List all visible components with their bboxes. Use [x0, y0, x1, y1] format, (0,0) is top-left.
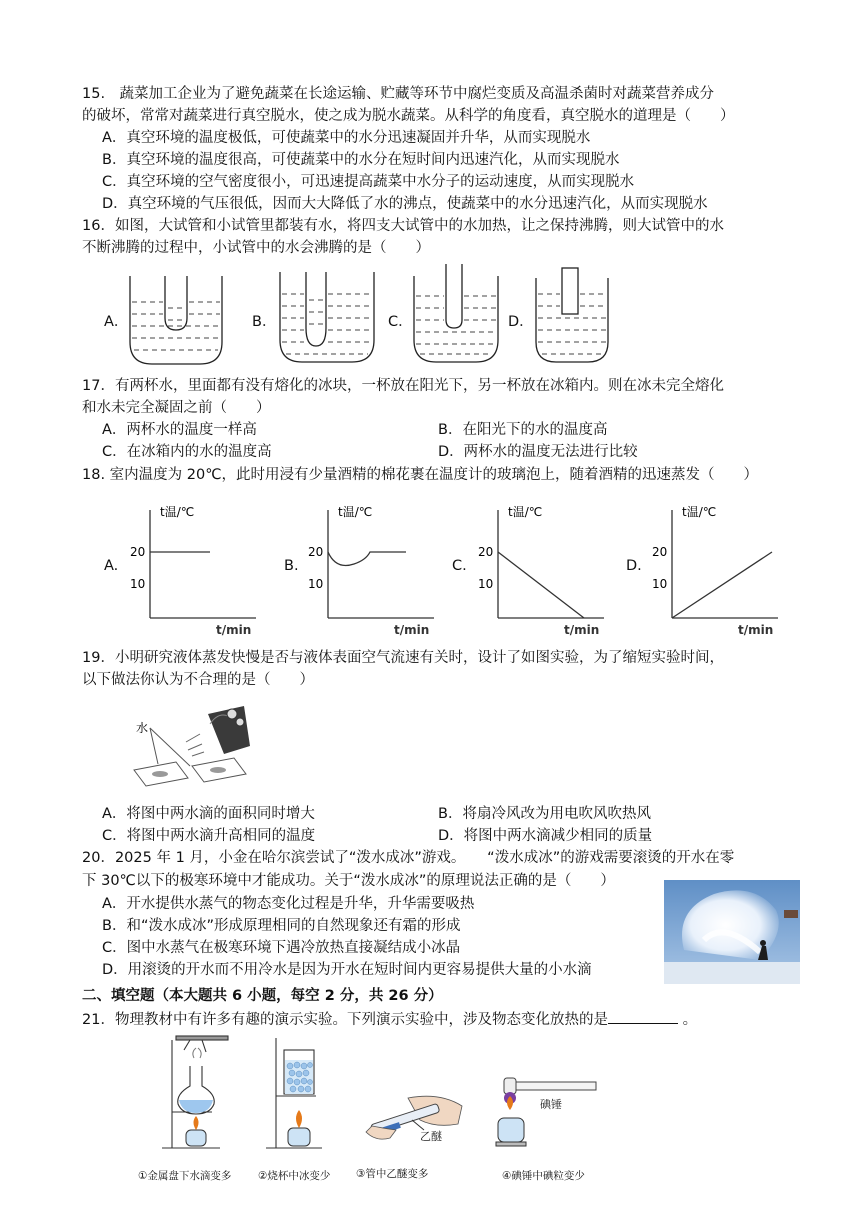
tick-label-20: 20 — [652, 545, 668, 559]
temperature-curve — [328, 552, 406, 566]
tick-label-20: 20 — [308, 545, 324, 559]
section-2-heading: 二、填空题（本大题共 6 小题，每空 2 分，共 26 分） — [82, 988, 443, 1004]
q21-caption-4: ④碘锤中碘粒变少 — [502, 1170, 585, 1182]
q18-label-c: C. — [452, 558, 467, 574]
q21-iodine-label: 碘锤 — [540, 1098, 562, 1111]
q20-photo-water-to-ice — [664, 880, 800, 984]
q19-stem-line2: 以下做法你认为不合理的是（ ） — [82, 672, 314, 688]
q16-stem-line2: 不断沸腾的过程中，小试管中的水会沸腾的是（ ） — [82, 240, 430, 256]
q21-figure-ice-beaker — [262, 1030, 332, 1162]
q18-label-d: D. — [626, 558, 642, 574]
q16-label-d: D． — [508, 314, 534, 330]
q21-ether-label: 乙醚 — [420, 1130, 442, 1143]
q21-caption-2: ②烧杯中冰变少 — [258, 1170, 331, 1182]
q16-label-b: B． — [252, 314, 277, 330]
q19-option-c: C．将图中两水滴升高相同的温度 — [102, 828, 316, 844]
q18-label-b: B. — [284, 558, 299, 574]
q15-option-b: B．真空环境的温度很高，可使蔬菜中的水分在短时间内迅速汽化，从而实现脱水 — [102, 152, 620, 168]
q17-option-b: B．在阳光下的水的温度高 — [438, 422, 608, 438]
tick-label-10: 10 — [308, 577, 324, 591]
x-axis-label: t/min — [564, 623, 600, 637]
temperature-curve — [498, 552, 584, 618]
x-axis-label: t/min — [394, 623, 430, 637]
q19-option-a: A．将图中两水滴的面积同时增大 — [102, 806, 315, 822]
q17-option-c: C．在冰箱内的水的温度高 — [102, 444, 272, 460]
q19-water-label: 水 — [136, 721, 149, 735]
q18-graph-d — [640, 498, 790, 638]
q18-graph-a — [118, 498, 268, 638]
q21-stem-text: 21．物理教材中有许多有趣的演示实验。下列演示实验中，涉及物态变化放热的是 — [82, 1012, 608, 1028]
q20-option-d: D．用滚烫的开水而不用冷水是因为开水在短时间内更容易提供大量的小水滴 — [102, 962, 592, 978]
tick-label-20: 20 — [130, 545, 146, 559]
tick-label-10: 10 — [652, 577, 668, 591]
q19-option-d: D．将图中两水滴减少相同的质量 — [438, 828, 653, 844]
y-axis-label: t温/℃ — [338, 505, 373, 519]
q21-figure-ether-syringe — [360, 1090, 466, 1162]
x-axis-label: t/min — [216, 623, 252, 637]
y-axis-label: t温/℃ — [160, 505, 195, 519]
q21-caption-1: ①金属盘下水滴变多 — [138, 1170, 232, 1182]
q16-figure-b — [276, 266, 378, 368]
q18-graph-c — [466, 498, 616, 638]
q18-label-a: A. — [104, 558, 119, 574]
q16-figure-a — [126, 268, 226, 368]
q17-stem-line2: 和水未完全凝固之前（ ） — [82, 400, 271, 416]
y-axis-label: t温/℃ — [682, 505, 717, 519]
q20-option-a: A．开水提供水蒸气的物态变化过程是升华，升华需要吸热 — [102, 896, 475, 912]
q16-stem-line1: 16．如图，大试管和小试管里都装有水，将四支大试管中的水加热，让之保持沸腾，则大试管中的水 — [82, 218, 724, 234]
q19-option-b: B．将扇冷风改为用电吹风吹热风 — [438, 806, 651, 822]
q21-figure-iodine-hammer — [490, 1074, 600, 1164]
q21-answer-blank[interactable] — [608, 1009, 678, 1024]
q19-experiment-figure — [100, 694, 260, 798]
tick-label-20: 20 — [478, 545, 494, 559]
tick-label-10: 10 — [130, 577, 146, 591]
temperature-curve — [672, 552, 772, 618]
q17-option-d: D．两杯水的温度无法进行比较 — [438, 444, 638, 460]
q21-figure-metal-plate — [156, 1030, 236, 1162]
q16-label-c: C． — [388, 314, 413, 330]
q20-option-c: C．图中水蒸气在极寒环境下遇冷放热直接凝结成小冰晶 — [102, 940, 461, 956]
x-axis-label: t/min — [738, 623, 774, 637]
q15-stem-line1: 15. 蔬菜加工企业为了避免蔬菜在长途运输、贮藏等环节中腐烂变质及高温杀菌时对蔬菜营养成分 — [82, 86, 715, 102]
q17-stem-line1: 17．有两杯水，里面都有没有熔化的冰块，一杯放在阳光下，另一杯放在冰箱内。则在冰未完全熔化 — [82, 378, 724, 394]
q16-figure-d — [532, 264, 612, 368]
q20-option-b: B．和“泼水成冰”形成原理相同的自然现象还有霜的形成 — [102, 918, 461, 934]
q16-figure-c — [410, 262, 502, 368]
q15-option-c: C．真空环境的空气密度很小，可迅速提高蔬菜中水分子的运动速度，从而实现脱水 — [102, 174, 635, 190]
q18-graph-b — [296, 498, 446, 638]
y-axis-label: t温/℃ — [508, 505, 543, 519]
q21-stem-end: 。 — [682, 1012, 698, 1028]
q15-option-d: D．真空环境的气压很低，因而大大降低了水的沸点，使蔬菜中的水分迅速汽化，从而实现脱水 — [102, 196, 708, 212]
q17-option-a: A．两杯水的温度一样高 — [102, 422, 257, 438]
q19-stem-line1: 19．小明研究液体蒸发快慢是否与液体表面空气流速有关时，设计了如图实验，为了缩短实验时间， — [82, 650, 724, 666]
q21-caption-3: ③管中乙醚变多 — [356, 1168, 429, 1180]
q15-stem-line2: 的破坏，常常对蔬菜进行真空脱水，使之成为脱水蔬菜。从科学的角度看，真空脱水的道理是（ ） — [82, 108, 735, 124]
q15-option-a: A．真空环境的温度极低，可使蔬菜中的水分迅速凝固并升华，从而实现脱水 — [102, 130, 591, 146]
q18-stem: 18. 室内温度为 20℃，此时用浸有少量酒精的棉花裹在温度计的玻璃泡上，随着酒精的迅速蒸发（ ） — [82, 467, 759, 483]
q21-stem — [82, 1009, 697, 1030]
q16-label-a: A． — [104, 314, 129, 330]
q20-stem-line1: 20．2025 年 1 月，小金在哈尔滨尝试了“泼水成冰”游戏。 “泼水成冰”的游戏需要滚烫的开水在零 — [82, 850, 735, 866]
tick-label-10: 10 — [478, 577, 494, 591]
q20-stem-line2: 下 30℃以下的极寒环境中才能成功。关于“泼水成冰”的原理说法正确的是（ ） — [82, 873, 615, 889]
